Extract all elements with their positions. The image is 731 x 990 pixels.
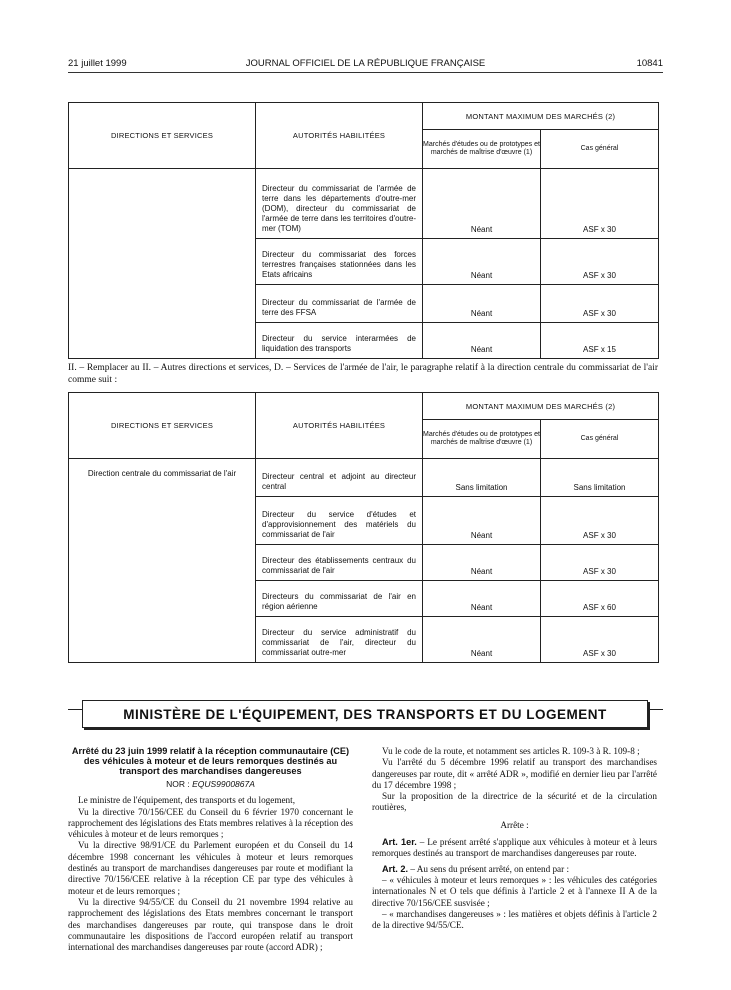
col-header-general: Cas général bbox=[541, 130, 659, 169]
col-header-montant: MONTANT MAXIMUM DES MARCHÉS (2) bbox=[423, 393, 659, 420]
etudes-cell: Néant bbox=[423, 239, 541, 285]
header-page-number: 10841 bbox=[636, 58, 663, 69]
general-cell: ASF x 30 bbox=[541, 497, 659, 545]
ministry-banner bbox=[82, 700, 648, 728]
etudes-cell: Néant bbox=[423, 581, 541, 617]
authority-cell: Directeurs du commissariat de l'air en région aérienne bbox=[256, 581, 423, 617]
col-header-general: Cas général bbox=[541, 420, 659, 459]
col-header-montant: MONTANT MAXIMUM DES MARCHÉS (2) bbox=[423, 103, 659, 130]
article-1-text: – Le présent arrêté s'applique aux véhicules à moteur et à leurs remorques destinés au transport de marchandises dangereuses par route. bbox=[372, 837, 658, 859]
col-header-etudes: Marchés d'études ou de prototypes et marchés de maîtrise d'œuvre (1) bbox=[423, 420, 541, 459]
left-paragraph: Vu la directive 94/55/CE du Conseil du 21 novembre 1994 relative au rapprochement des législations des Etats membres concernant le transport des marchandises dangereuses par route, qui transpose dans le droit communautaire les dispositions de l'accord européen relatif au transport international des marchandises dangereuses par route (accord ADR) ; bbox=[68, 896, 353, 953]
directions-cell-empty bbox=[69, 169, 256, 359]
etudes-cell: Néant bbox=[423, 285, 541, 323]
article-2-label: Art. 2. bbox=[382, 863, 409, 874]
decree-title: Arrêté du 23 juin 1999 relatif à la réception communautaire (CE) des véhicules à moteur et de leurs remorques destinés au transport des marchandises dangereuses bbox=[71, 746, 350, 776]
header-title: JOURNAL OFFICIEL DE LA RÉPUBLIQUE FRANÇAISE bbox=[245, 58, 486, 69]
authority-cell: Directeur du commissariat des forces terrestres françaises stationnées dans les Etats africains bbox=[256, 239, 423, 285]
authority-cell: Directeur du commissariat de l'armée de terre dans les départements d'outre-mer (DOM), directeur du commissariat de l'armée de terre dans les territoires d'outre-mer (TOM) bbox=[256, 169, 423, 239]
authority-cell: Directeur du service administratif du commissariat de l'air, directeur du commissariat outre-mer bbox=[256, 617, 423, 663]
general-cell: ASF x 60 bbox=[541, 581, 659, 617]
ministry-title: MINISTÈRE DE L'ÉQUIPEMENT, DES TRANSPORTS ET DU LOGEMENT bbox=[123, 706, 607, 722]
right-paragraph: Sur la proposition de la directrice de la sécurité et de la circulation routières, bbox=[372, 791, 657, 813]
right-paragraph: Vu le code de la route, et notamment ses articles R. 109-3 à R. 109-8 ; bbox=[382, 746, 640, 756]
nor-label: NOR : bbox=[166, 779, 190, 789]
general-cell: ASF x 30 bbox=[541, 169, 659, 239]
col-header-authorities: AUTORITÉS HABILITÉES bbox=[256, 103, 423, 169]
table-row bbox=[69, 169, 659, 239]
page-header bbox=[68, 58, 663, 72]
authority-cell: Directeur du service d'études et d'approvisionnement des matériels du commissariat de l'air bbox=[256, 497, 423, 545]
header-date: 21 juillet 1999 bbox=[68, 58, 127, 69]
left-paragraph: Le ministre de l'équipement, des transports et du logement, bbox=[78, 795, 295, 806]
general-cell: ASF x 15 bbox=[541, 323, 659, 359]
right-paragraph: Vu l'arrêté du 5 décembre 1996 relatif au transport des marchandises dangereuses par route, dit « arrêté ADR », modifié en dernier lieu par l'arrêté du 17 décembre 1998 ; bbox=[372, 757, 657, 790]
table-row bbox=[69, 459, 659, 497]
etudes-cell: Sans limitation bbox=[423, 459, 541, 497]
article-2-item: – « véhicules à moteur et leurs remorques » : les véhicules des catégories internationales N et O tels que définis à l'article 2 et à l'annexe II A de la directive 70/156/CEE susvisée ; bbox=[372, 874, 657, 908]
nor-reference bbox=[68, 779, 353, 790]
authority-cell: Directeur du service interarmées de liquidation des transports bbox=[256, 323, 423, 359]
nor-code: EQUS9900867A bbox=[192, 779, 255, 789]
left-paragraph: Vu la directive 98/91/CE du Parlement européen et du Conseil du 14 décembre 1998 concernant les véhicules à moteur et leurs remorques destinés au transport de marchandises dangereuses par route et modifiant la directive 70/156/CEE relative à la réception CE par type des véhicules à moteur et de leurs remorques ; bbox=[68, 840, 353, 896]
col-header-authorities: AUTORITÉS HABILITÉES bbox=[256, 393, 423, 459]
ministry-rule-left bbox=[68, 709, 82, 710]
amendment-paragraph: II. – Remplacer au II. – Autres directions et services, D. – Services de l'armée de l'air, le paragraphe relatif à la direction centrale du commissariat de l'air comme suit : bbox=[68, 363, 658, 385]
direction-cell: Direction centrale du commissariat de l'air bbox=[69, 459, 256, 663]
etudes-cell: Néant bbox=[423, 169, 541, 239]
general-cell: ASF x 30 bbox=[541, 285, 659, 323]
authority-cell: Directeur central et adjoint au directeur central bbox=[256, 459, 423, 497]
right-column bbox=[372, 746, 657, 931]
col-header-directions: DIRECTIONS ET SERVICES bbox=[69, 393, 256, 459]
article-2-item: – « marchandises dangereuses » : les matières et objets définis à l'article 2 de la directive 94/55/CE. bbox=[372, 908, 657, 931]
col-header-directions: DIRECTIONS ET SERVICES bbox=[69, 103, 256, 169]
ministry-rule-right bbox=[648, 709, 663, 710]
general-cell: ASF x 30 bbox=[541, 617, 659, 663]
etudes-cell: Néant bbox=[423, 545, 541, 581]
article-1 bbox=[372, 837, 657, 860]
authority-cell: Directeur du commissariat de l'armée de terre des FFSA bbox=[256, 285, 423, 323]
arrete-heading: Arrête : bbox=[500, 819, 529, 830]
left-paragraph: Vu la directive 70/156/CEE du Conseil du 6 février 1970 concernant le rapprochement des législations des Etats membres relatives à la réception des véhicules à moteur et de leurs remorques ; bbox=[68, 806, 353, 840]
header-rule bbox=[68, 72, 663, 73]
etudes-cell: Néant bbox=[423, 617, 541, 663]
article-1-label: Art. 1er. bbox=[382, 837, 417, 848]
left-column bbox=[68, 746, 353, 953]
etudes-cell: Néant bbox=[423, 323, 541, 359]
article-2 bbox=[372, 864, 657, 875]
etudes-cell: Néant bbox=[423, 497, 541, 545]
col-header-etudes: Marchés d'études ou de prototypes et marchés de maîtrise d'œuvre (1) bbox=[423, 130, 541, 169]
table-commissariat-air bbox=[68, 392, 659, 663]
general-cell: ASF x 30 bbox=[541, 239, 659, 285]
general-cell: ASF x 30 bbox=[541, 545, 659, 581]
article-2-text: – Au sens du présent arrêté, on entend par : bbox=[408, 863, 570, 874]
general-cell: Sans limitation bbox=[541, 459, 659, 497]
table-commissariat-terre bbox=[68, 102, 659, 359]
authority-cell: Directeur des établissements centraux du commissariat de l'air bbox=[256, 545, 423, 581]
